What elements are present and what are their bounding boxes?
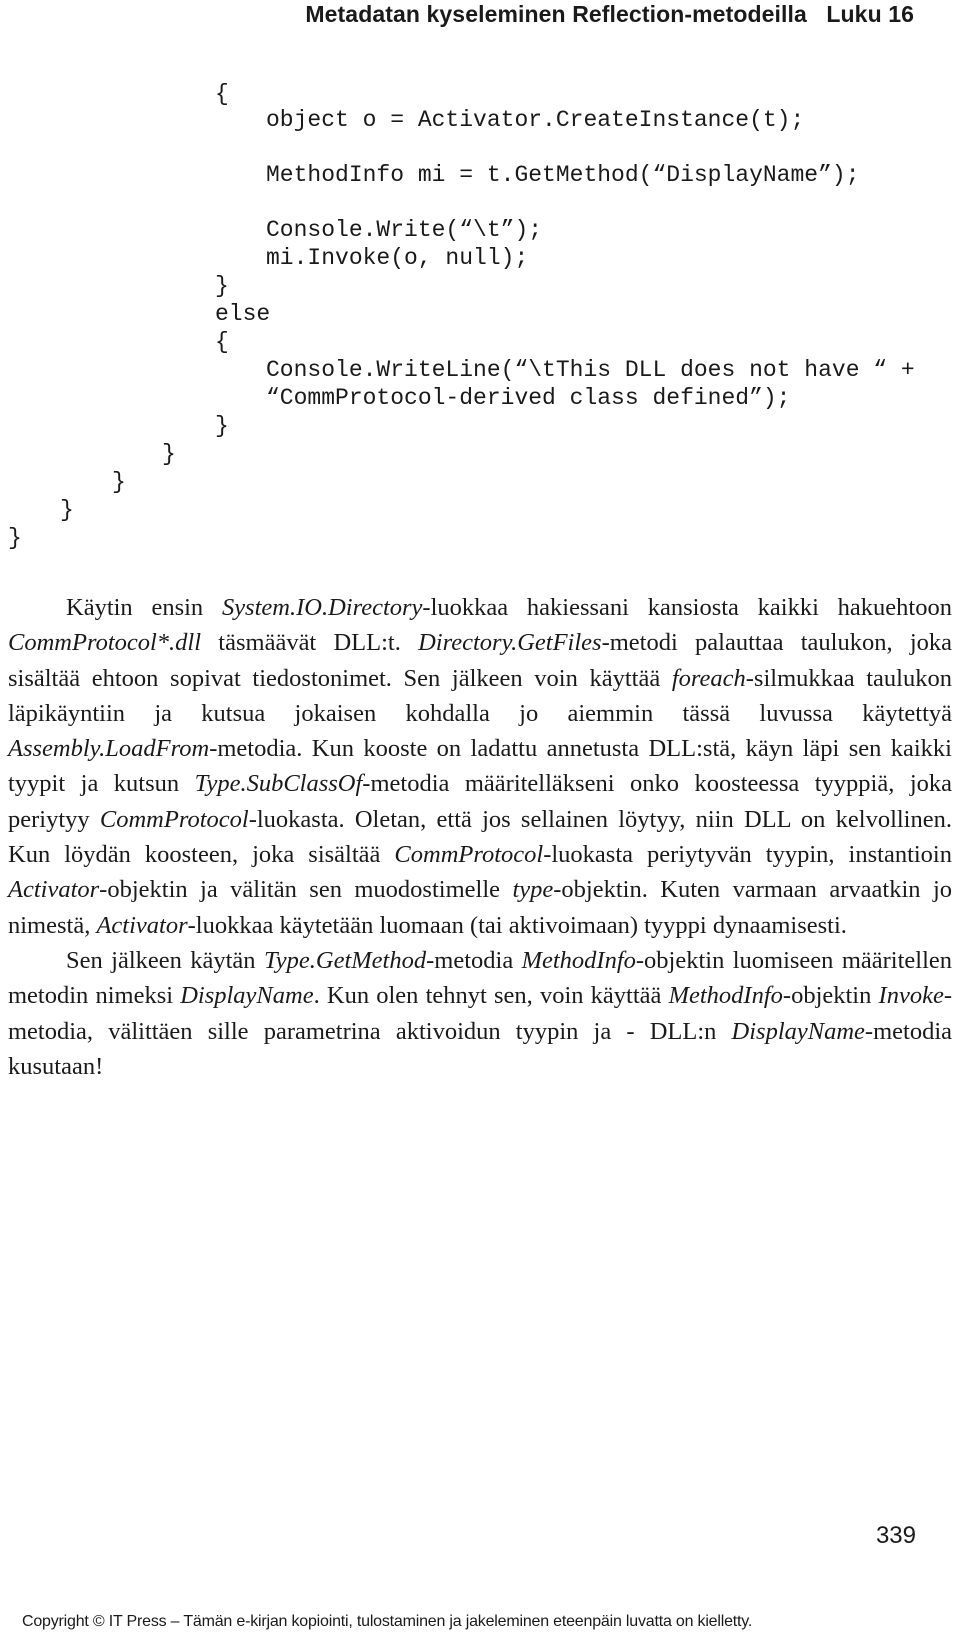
text-run: -luokasta periytyvän tyypin, instantioin (543, 841, 952, 869)
body-text (8, 590, 952, 1084)
code-term: DisplayName (180, 982, 314, 1010)
text-run: -objektin ja välitän sen muodostimelle (99, 876, 513, 904)
text-run: -metodia, välittäen sille parametrina aktivoidun tyypin ja - DLL:n (8, 982, 952, 1045)
code-line: MethodInfo mi = t.GetMethod(“DisplayName”); (266, 162, 860, 188)
text-run: -luokkaa käytetään luomaan (tai aktivoimaan) tyyppi dynaamisesti. (187, 911, 847, 939)
text-run: -objektin (782, 982, 879, 1010)
text-run: Käytin ensin (66, 594, 222, 621)
code-term: Assembly.LoadFrom (8, 735, 210, 763)
code-term: Activator (96, 911, 188, 939)
code-term: Type.GetMethod (263, 946, 427, 974)
page-number: 339 (875, 1522, 916, 1549)
code-line: else (215, 301, 271, 327)
code-line: } (8, 525, 22, 551)
code-line: } (215, 413, 229, 439)
text-run: -objektin. Kuten varmaan arvaatkin jo nimestä, (8, 876, 953, 939)
chapter-title: Metadatan kyseleminen Reflection-metodeilla (305, 1, 807, 27)
code-line: Console.WriteLine(“\tThis DLL does not have “ + (266, 357, 915, 383)
code-term: CommProtocol*.dll (8, 629, 202, 657)
paragraph (8, 943, 952, 1084)
code-term: System.IO.Directory (221, 594, 423, 621)
code-term: type (512, 876, 554, 904)
code-line: Console.Write(“\t”); (266, 217, 543, 243)
copyright-footer: Copyright © IT Press – Tämän e-kirjan kopiointi, tulostaminen ja jakeleminen eteenpäin luvatta on kielletty. (22, 1613, 753, 1630)
code-term: foreach (671, 664, 746, 692)
code-term: MethodInfo (521, 946, 636, 974)
code-term: CommProtocol (99, 805, 249, 833)
text-run: Sen jälkeen käytän (66, 946, 264, 974)
code-term: MethodInfo (668, 982, 783, 1010)
text-run: -luokkaa hakiessani kansiosta kaikki hakuehtoon (422, 594, 952, 621)
code-term: Activator (8, 876, 100, 904)
code-line: “CommProtocol-derived class defined”); (266, 385, 791, 411)
code-line: { (215, 329, 229, 355)
code-term: DisplayName (731, 1017, 865, 1045)
text-run: -silmukkaa taulukon läpikäyntiin ja kutsua jokaisen kohdalla jo aiemmin tässä luvussa käytettyä (8, 664, 952, 727)
text-run: -metodi palauttaa taulukon, joka sisältää ehtoon sopivat tiedostonimet. Sen jälkeen voin käyttää (8, 629, 952, 692)
code-line: } (215, 273, 229, 299)
code-line: } (60, 497, 74, 523)
text-run: -objektin luomiseen määritellen metodin nimeksi (8, 946, 953, 1010)
text-run: -metodia kusutaan! (8, 1017, 952, 1080)
running-header (305, 0, 914, 28)
code-line: object o = Activator.CreateInstance(t); (266, 107, 805, 133)
paragraph (8, 590, 952, 943)
code-line: } (162, 441, 176, 467)
code-line: mi.Invoke(o, null); (266, 245, 529, 271)
text-run: -metodia määritelläkseni onko koosteessa tyyppiä, joka periytyy (8, 770, 953, 833)
code-term: Invoke (878, 982, 944, 1010)
code-term: Type.SubClassOf (194, 770, 363, 798)
chapter-label: Luku 16 (826, 1, 914, 27)
text-run: . Kun olen tehnyt sen, voin käyttää (313, 982, 669, 1010)
code-line: { (215, 81, 229, 107)
code-line: } (112, 469, 126, 495)
text-run: -metodia. Kun kooste on ladattu annetusta DLL:stä, käyn läpi sen kaikki tyypit ja kutsun (8, 735, 952, 798)
text-run: -metodia (426, 946, 522, 974)
code-term: CommProtocol (394, 841, 544, 869)
code-term: Directory.GetFiles (418, 629, 602, 657)
text-run: -luokasta. Oletan, että jos sellainen löytyy, niin DLL on kelvollinen. Kun löydän koosteen, joka sisältää (8, 805, 952, 869)
text-run: täsmäävät DLL:t. (201, 629, 419, 657)
